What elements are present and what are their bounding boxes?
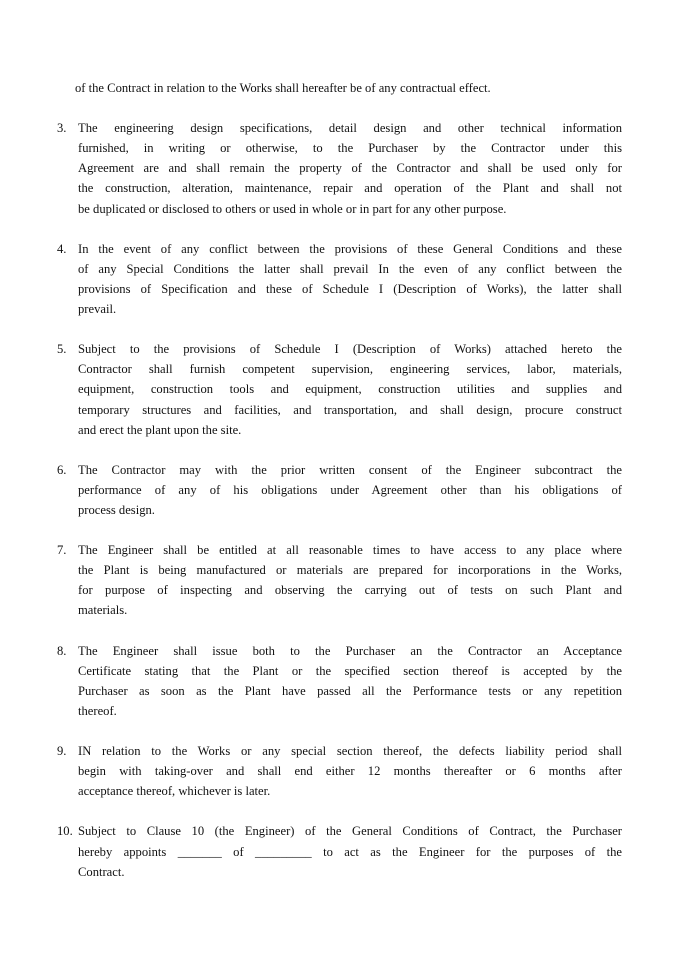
clause-text-line: IN relation to the Works or any special section thereof, the defects liability period shall [78, 744, 622, 759]
clause-text-line: Contract. [78, 864, 125, 879]
clause-continuation [0, 78, 680, 98]
clause-text-line: Subject to Clause 10 (the Engineer) of the General Conditions of Contract, the Purchaser [78, 824, 622, 839]
clause-text-line: temporary structures and facilities, and transportation, and shall design, procure construct [78, 402, 622, 417]
clause-text-line: thereof. [78, 703, 117, 718]
clause-7 [0, 540, 680, 620]
clause-text-line: and erect the plant upon the site. [78, 422, 242, 437]
clause-text-line: begin with taking-over and shall end either 12 months thereafter or 6 months after [78, 764, 622, 779]
clause-text-line: Subject to the provisions of Schedule I (Description of Works) attached hereto the [78, 342, 622, 357]
clause-text-line: the Plant is being manufactured or materials are prepared for incorporations in the Works, [78, 563, 622, 578]
clause-text-line: The engineering design specifications, detail design and other technical information [78, 121, 622, 136]
clause-text-line: of any Special Conditions the latter shall prevail In the even of any conflict between the [78, 261, 622, 276]
clause-text-line: hereby appoints _______ of _________ to act as the Engineer for the purposes of the [78, 844, 622, 859]
clause-5 [0, 339, 680, 439]
clause-3 [0, 118, 680, 218]
clause-text-line: Contractor shall furnish competent supervision, engineering services, labor, materials, [78, 362, 622, 377]
clause-text-line: The Engineer shall be entitled at all reasonable times to have access to any place where [78, 543, 622, 558]
clause-8 [0, 641, 680, 721]
clause-number: 6. [57, 462, 67, 477]
clause-number: 10. [57, 824, 73, 839]
clause-text-line: equipment, construction tools and equipment, construction utilities and supplies and [78, 382, 622, 397]
clause-4 [0, 239, 680, 319]
clause-text-line: The Engineer shall issue both to the Purchaser an the Contractor an Acceptance [78, 643, 622, 658]
clause-number: 4. [57, 241, 67, 256]
clause-number: 7. [57, 543, 67, 558]
clause-10 [0, 821, 680, 881]
clause-text-line: provisions of Specification and these of Schedule I (Description of Works), the latter shall [78, 281, 622, 296]
clause-6 [0, 460, 680, 520]
clause-text-line: process design. [78, 502, 155, 517]
clause-text-line: of the Contract in relation to the Works shall hereafter be of any contractual effect. [75, 81, 491, 95]
clause-text-line: In the event of any conflict between the provisions of these General Conditions and these [78, 241, 622, 256]
clause-9 [0, 741, 680, 801]
clause-text-line: for purpose of inspecting and observing the carrying out of tests on such Plant and [78, 583, 622, 598]
clause-number: 9. [57, 744, 67, 759]
clause-text-line: Certificate stating that the Plant or the specified section thereof is accepted by the [78, 663, 622, 678]
clause-text-line: furnished, in writing or otherwise, to the Purchaser by the Contractor under this [78, 141, 622, 156]
clause-number: 5. [57, 342, 67, 357]
clause-text-line: The Contractor may with the prior written consent of the Engineer subcontract the [78, 462, 622, 477]
clause-text-line: Agreement are and shall remain the property of the Contractor and shall be used only for [78, 161, 622, 176]
clause-number: 8. [57, 643, 67, 658]
clause-text-line: performance of any of his obligations under Agreement other than his obligations of [78, 482, 622, 497]
clause-text-line: Purchaser as soon as the Plant have passed all the Performance tests or any repetition [78, 683, 622, 698]
clause-text-line: be duplicated or disclosed to others or used in whole or in part for any other purpose. [78, 201, 507, 216]
document-page [0, 78, 680, 902]
clause-number: 3. [57, 121, 67, 136]
clause-text-line: materials. [78, 603, 128, 618]
clause-text-line: acceptance thereof, whichever is later. [78, 784, 271, 799]
clause-text-line: the construction, alteration, maintenance, repair and operation of the Plant and shall not [78, 181, 622, 196]
clause-text-line: prevail. [78, 302, 117, 317]
